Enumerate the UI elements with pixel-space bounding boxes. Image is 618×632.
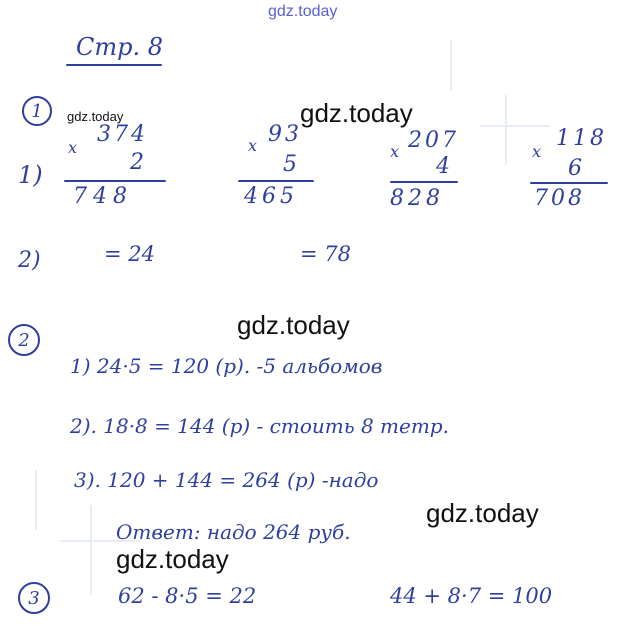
column-top-number: 207: [408, 128, 459, 153]
column-result: 465: [244, 184, 298, 209]
grid-line: [90, 505, 92, 595]
header-underline: [66, 64, 162, 66]
column-top-number: 93: [268, 122, 302, 147]
watermark-top: gdz.today: [268, 3, 338, 20]
expression: 62 - 8·5 = 22: [118, 584, 257, 608]
multiply-sign: x: [532, 142, 542, 161]
answer-line: Ответ: надо 264 руб.: [116, 520, 351, 544]
solution-line: 3). 120 + 144 = 264 (р) -надо: [74, 468, 379, 492]
column-result: 708: [534, 186, 585, 211]
task-number-circle: 1: [22, 96, 52, 126]
multiply-sign: x: [68, 138, 78, 157]
solution-line: 1) 24·5 = 120 (р). -5 альбомов: [70, 354, 383, 378]
part-label: 1): [18, 161, 43, 189]
watermark-large: gdz.today: [300, 98, 413, 128]
watermark-large: gdz.today: [426, 498, 539, 528]
grid-line: [450, 40, 452, 90]
watermark-small: gdz.today: [67, 109, 124, 124]
multiply-sign: x: [390, 142, 400, 161]
column-bottom-number: 4: [436, 154, 450, 179]
column-rule: [238, 180, 314, 182]
grid-line: [480, 125, 550, 127]
task-number-circle: 3: [18, 582, 50, 614]
column-top-number: 118: [556, 126, 607, 151]
part-label: 2): [18, 248, 41, 273]
grid-line: [35, 470, 37, 530]
column-top-number: 374: [97, 122, 148, 147]
part2-result-b: = 78: [300, 242, 351, 266]
watermark-large: gdz.today: [116, 544, 229, 574]
part2-result-a: = 24: [104, 242, 155, 266]
watermark-large: gdz.today: [237, 310, 350, 340]
column-bottom-number: 2: [130, 150, 144, 175]
column-rule: [64, 180, 166, 182]
column-bottom-number: 6: [568, 156, 582, 181]
multiply-sign: x: [248, 136, 258, 155]
grid-line: [505, 95, 507, 165]
solution-line: 2). 18·8 = 144 (р) - стоить 8 тетр.: [70, 414, 449, 438]
column-result: 748: [73, 184, 133, 209]
column-bottom-number: 5: [283, 152, 297, 177]
page-header: Стр. 8: [76, 33, 164, 61]
column-rule: [530, 182, 608, 184]
task-number-circle: 2: [8, 324, 40, 356]
column-result: 828: [390, 186, 444, 211]
expression: 44 + 8·7 = 100: [390, 584, 553, 608]
column-rule: [390, 181, 458, 183]
